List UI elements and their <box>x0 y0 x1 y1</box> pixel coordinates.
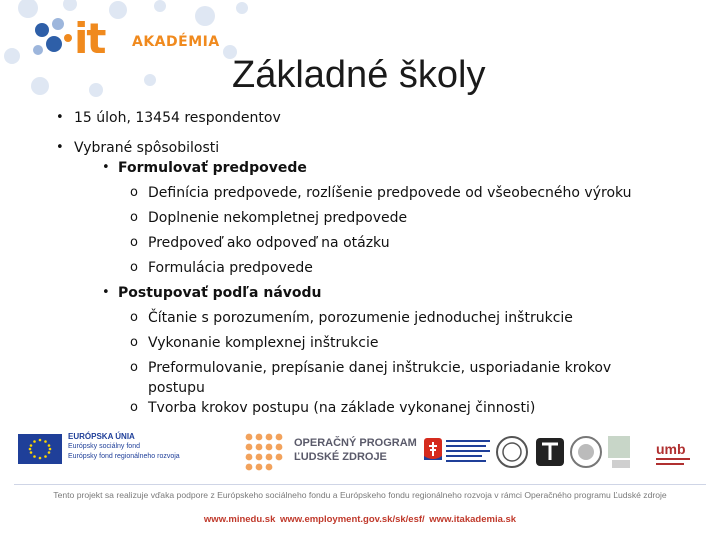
bullet-marker: o <box>130 260 138 275</box>
university-seal-icon <box>497 437 527 467</box>
eu-flag-icon <box>18 434 62 464</box>
university-tu-icon <box>536 438 564 466</box>
bullet-marker: o <box>130 185 138 200</box>
eu-heading: EURÓPSKA ÚNIA <box>68 432 135 441</box>
op-line-2: ĽUDSKÉ ZDROJE <box>294 451 387 463</box>
footer-divider <box>14 484 706 485</box>
bullet-marker: • <box>102 285 110 300</box>
bullet-marker: • <box>56 110 64 125</box>
bullet-marker: • <box>56 140 64 155</box>
bullet-marker: o <box>130 400 138 415</box>
partner-logos <box>420 432 710 476</box>
eu-text-block <box>68 432 180 462</box>
op-dots-icon <box>244 432 288 472</box>
bullet-marker: o <box>130 360 138 375</box>
footer-logos <box>0 426 720 478</box>
bullet-item-level-2: Formulovať predpovede <box>118 160 307 176</box>
bullet-item-level-3: Tvorba krokov postupu (na základe vykonanej činnosti) <box>148 400 536 416</box>
logo-akademia-text: AKADÉMIA <box>132 34 220 50</box>
slide-title: Základné školy <box>232 54 486 96</box>
svg-text:umb: umb <box>656 441 686 457</box>
bullet-item-level-3: Vykonanie komplexnej inštrukcie <box>148 335 379 351</box>
umb-logo-icon <box>656 441 690 465</box>
eu-fund-line-2: Európsky fond regionálneho rozvoja <box>68 453 180 460</box>
bullet-marker: o <box>130 235 138 250</box>
bullet-marker: • <box>102 160 110 175</box>
bullet-item-level-2: Postupovať podľa návodu <box>118 285 322 301</box>
bullet-item-level-1: Vybrané spôsobilosti <box>74 140 220 156</box>
bullet-item-level-3: Preformulovanie, prepísanie danej inštrukcie, usporiadanie krokov postupu <box>148 360 612 396</box>
eu-fund-line-1: Európsky sociálny fond <box>68 443 140 450</box>
university-umb-icon <box>608 436 630 468</box>
logo-people-icon <box>28 16 78 62</box>
bullet-marker: o <box>130 335 138 350</box>
bullet-item-level-3: Predpoveď ako odpoveď na otázku <box>148 235 390 251</box>
footer-links: www.minedu.sk www.employment.gov.sk/sk/esf/ www.itakademia.sk <box>203 514 517 525</box>
op-line-1: OPERAČNÝ PROGRAM <box>294 437 417 449</box>
ministry-text-icon <box>446 440 490 462</box>
slovak-coat-of-arms-icon <box>424 438 442 460</box>
bullet-item-level-3: Formulácia predpovede <box>148 260 313 276</box>
it-akademia-logo <box>28 14 220 66</box>
bullet-marker: o <box>130 310 138 325</box>
bullet-item-level-3: Doplnenie nekompletnej predpovede <box>148 210 408 226</box>
bullet-marker: o <box>130 210 138 225</box>
footer-funding-note: Tento projekt sa realizuje vďaka podpore z Európskeho sociálneho fondu a Európskeho fondu regionálneho rozvoja v rámci Operačného programu Ľudské zdroje <box>53 490 667 500</box>
op-text-block <box>294 436 417 464</box>
logo-it-text: it <box>74 14 105 63</box>
bullet-item-level-3: Definícia predpovede, rozlíšenie predpovede od všeobecného výroku <box>148 185 632 201</box>
bullet-item-level-3: Čítanie s porozumením, porozumenie jednoduchej inštrukcie <box>148 310 573 326</box>
bullet-item-level-1: 15 úloh, 13454 respondentov <box>74 110 281 126</box>
